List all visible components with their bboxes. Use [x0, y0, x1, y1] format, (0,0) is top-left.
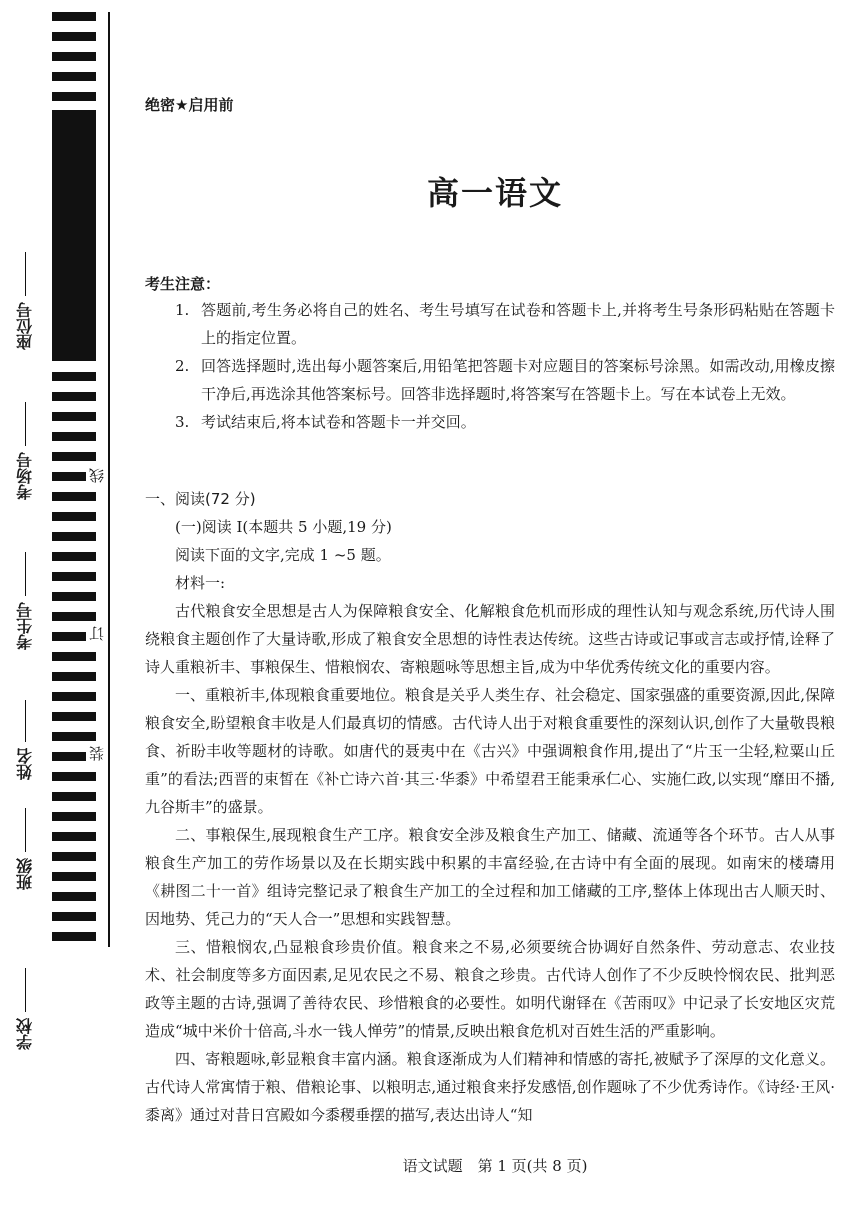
notice-item [175, 296, 835, 352]
name-field[interactable] [14, 700, 36, 780]
seat-number-blank[interactable] [24, 252, 27, 296]
paragraph: 四、寄粮题咏,彰显粮食丰富内涵。粮食逐渐成为人们精神和情感的寄托,被赋予了深厚的文化意义。古代诗人常寓情于粮、借粮论事、以粮明志,通过粮食来抒发感悟,创作题咏了不少优秀诗作。《诗经·王风·黍离》通过对昔日宫殿如今黍稷垂摆的描写,表达出诗人“知 [145, 1050, 835, 1124]
notice-text: 考试结束后,将本试卷和答题卡一并交回。 [201, 413, 476, 431]
candidate-number-blank[interactable] [24, 552, 27, 596]
school-label: 学校 [15, 1018, 35, 1050]
candidate-number-label: 考生号 [15, 602, 35, 650]
notice-number: 1. [175, 301, 190, 319]
exam-room-blank[interactable] [24, 402, 27, 446]
class-blank[interactable] [24, 808, 27, 852]
exam-room-label: 考场号 [15, 452, 35, 500]
page-footer: 语文试题 第 1 页(共 8 页) [402, 1157, 588, 1175]
class-field[interactable] [14, 770, 36, 890]
paragraph: 古代粮食安全思想是古人为保障粮食安全、化解粮食危机而形成的理性认知与观念系统,历代诗人围绕粮食主题创作了大量诗歌,形成了粮食安全思想的诗性表达传统。这些古诗或记事或言志或抒情,诠释了诗人重粮祈丰、事粮保生、惜粮悯农、寄粮题咏等思想主旨,成为中华优秀传统文化的重要内容。 [145, 602, 835, 676]
notice-text: 答题前,考生务必将自己的姓名、考生号填写在试卷和答题卡上,并将考生号条形码粘贴在答题卡上的指定位置。 [201, 301, 835, 347]
binding-mark-bind: 装 [88, 746, 106, 761]
paragraph: 二、事粮保生,展现粮食生产工序。粮食安全涉及粮食生产加工、储藏、流通等各个环节。古人从事粮食生产加工的劳作场景以及在长期实践中积累的丰富经验,在古诗中有全面的展现。如南宋的楼璹用《耕图二十一首》组诗完整记录了粮食生产加工的全过程和加工储藏的工序,整体上体现出古人顺天时、因地势、凭己力的“天人合一”思想和实践智慧。 [145, 826, 835, 928]
exam-room-field[interactable] [14, 380, 36, 500]
notice-number: 3. [175, 413, 190, 431]
notice-list [175, 296, 835, 436]
page-title: 高一语文 [426, 174, 563, 212]
binding-mark-staple: 订 [88, 626, 106, 641]
section-heading: 一、阅读(72 分) [145, 490, 256, 508]
paragraph: 一、重粮祈丰,体现粮食重要地位。粮食是关乎人类生存、社会稳定、国家强盛的重要资源,因此,保障粮食安全,盼望粮食丰收是人们最真切的情感。古代诗人出于对粮食重要性的深刻认识,创作了大量敬畏粮食、祈盼丰收等题材的诗歌。如唐代的聂夷中在《古兴》中强调粮食作用,提出了“片玉一尘轻,粒粟山丘重”的看法;西晋的束皙在《补亡诗六首·其三·华黍》中希望君王能秉承仁心、实施仁政,以实现“靡田不播,九谷斯丰”的盛景。 [145, 686, 835, 816]
subsection-heading: (一)阅读 I(本题共 5 小题,19 分) [175, 518, 392, 536]
notice-text: 回答选择题时,选出每小题答案后,用铅笔把答题卡对应题目的答案标号涂黑。如需改动,用橡皮擦干净后,再选涂其他答案标号。回答非选择题时,将答案写在答题卡上。写在本试卷上无效。 [201, 357, 835, 403]
binding-black-block [52, 110, 96, 360]
seat-number-field[interactable] [14, 210, 36, 350]
name-blank[interactable] [24, 700, 27, 742]
notice-item [175, 352, 835, 408]
notice-item [175, 408, 835, 436]
seat-number-label: 座位号 [15, 302, 35, 350]
reading-section [145, 485, 835, 1129]
class-label: 班级 [15, 858, 35, 890]
notice-number: 2. [175, 357, 190, 375]
confidential-label: 绝密★启用前 [145, 96, 234, 114]
school-blank[interactable] [24, 968, 27, 1012]
name-label: 姓名 [15, 748, 35, 780]
binding-mark-line: 线 [88, 468, 106, 483]
binding-edge-line [108, 12, 110, 947]
paragraph: 三、惜粮悯农,凸显粮食珍贵价值。粮食来之不易,必须要统合协调好自然条件、劳动意志、农业技术、社会制度等多方面因素,足见农民之不易、粮食之珍贵。古代诗人创作了不少反映怜悯农民、批判恶政等主题的古诗,强调了善待农民、珍惜粮食的必要性。如明代谢铎在《苦雨叹》中记录了长安地区灾荒造成“城中米价十倍高,斗水一钱人惮劳”的情景,反映出粮食危机对百姓生活的严重影响。 [145, 938, 835, 1040]
material-label: 材料一: [175, 574, 226, 592]
exam-page [145, 0, 845, 1228]
instruction: 阅读下面的文字,完成 1 ~5 题。 [175, 546, 391, 564]
notice-title: 考生注意： [145, 275, 221, 293]
candidate-number-field[interactable] [14, 530, 36, 650]
school-field[interactable] [14, 940, 36, 1050]
